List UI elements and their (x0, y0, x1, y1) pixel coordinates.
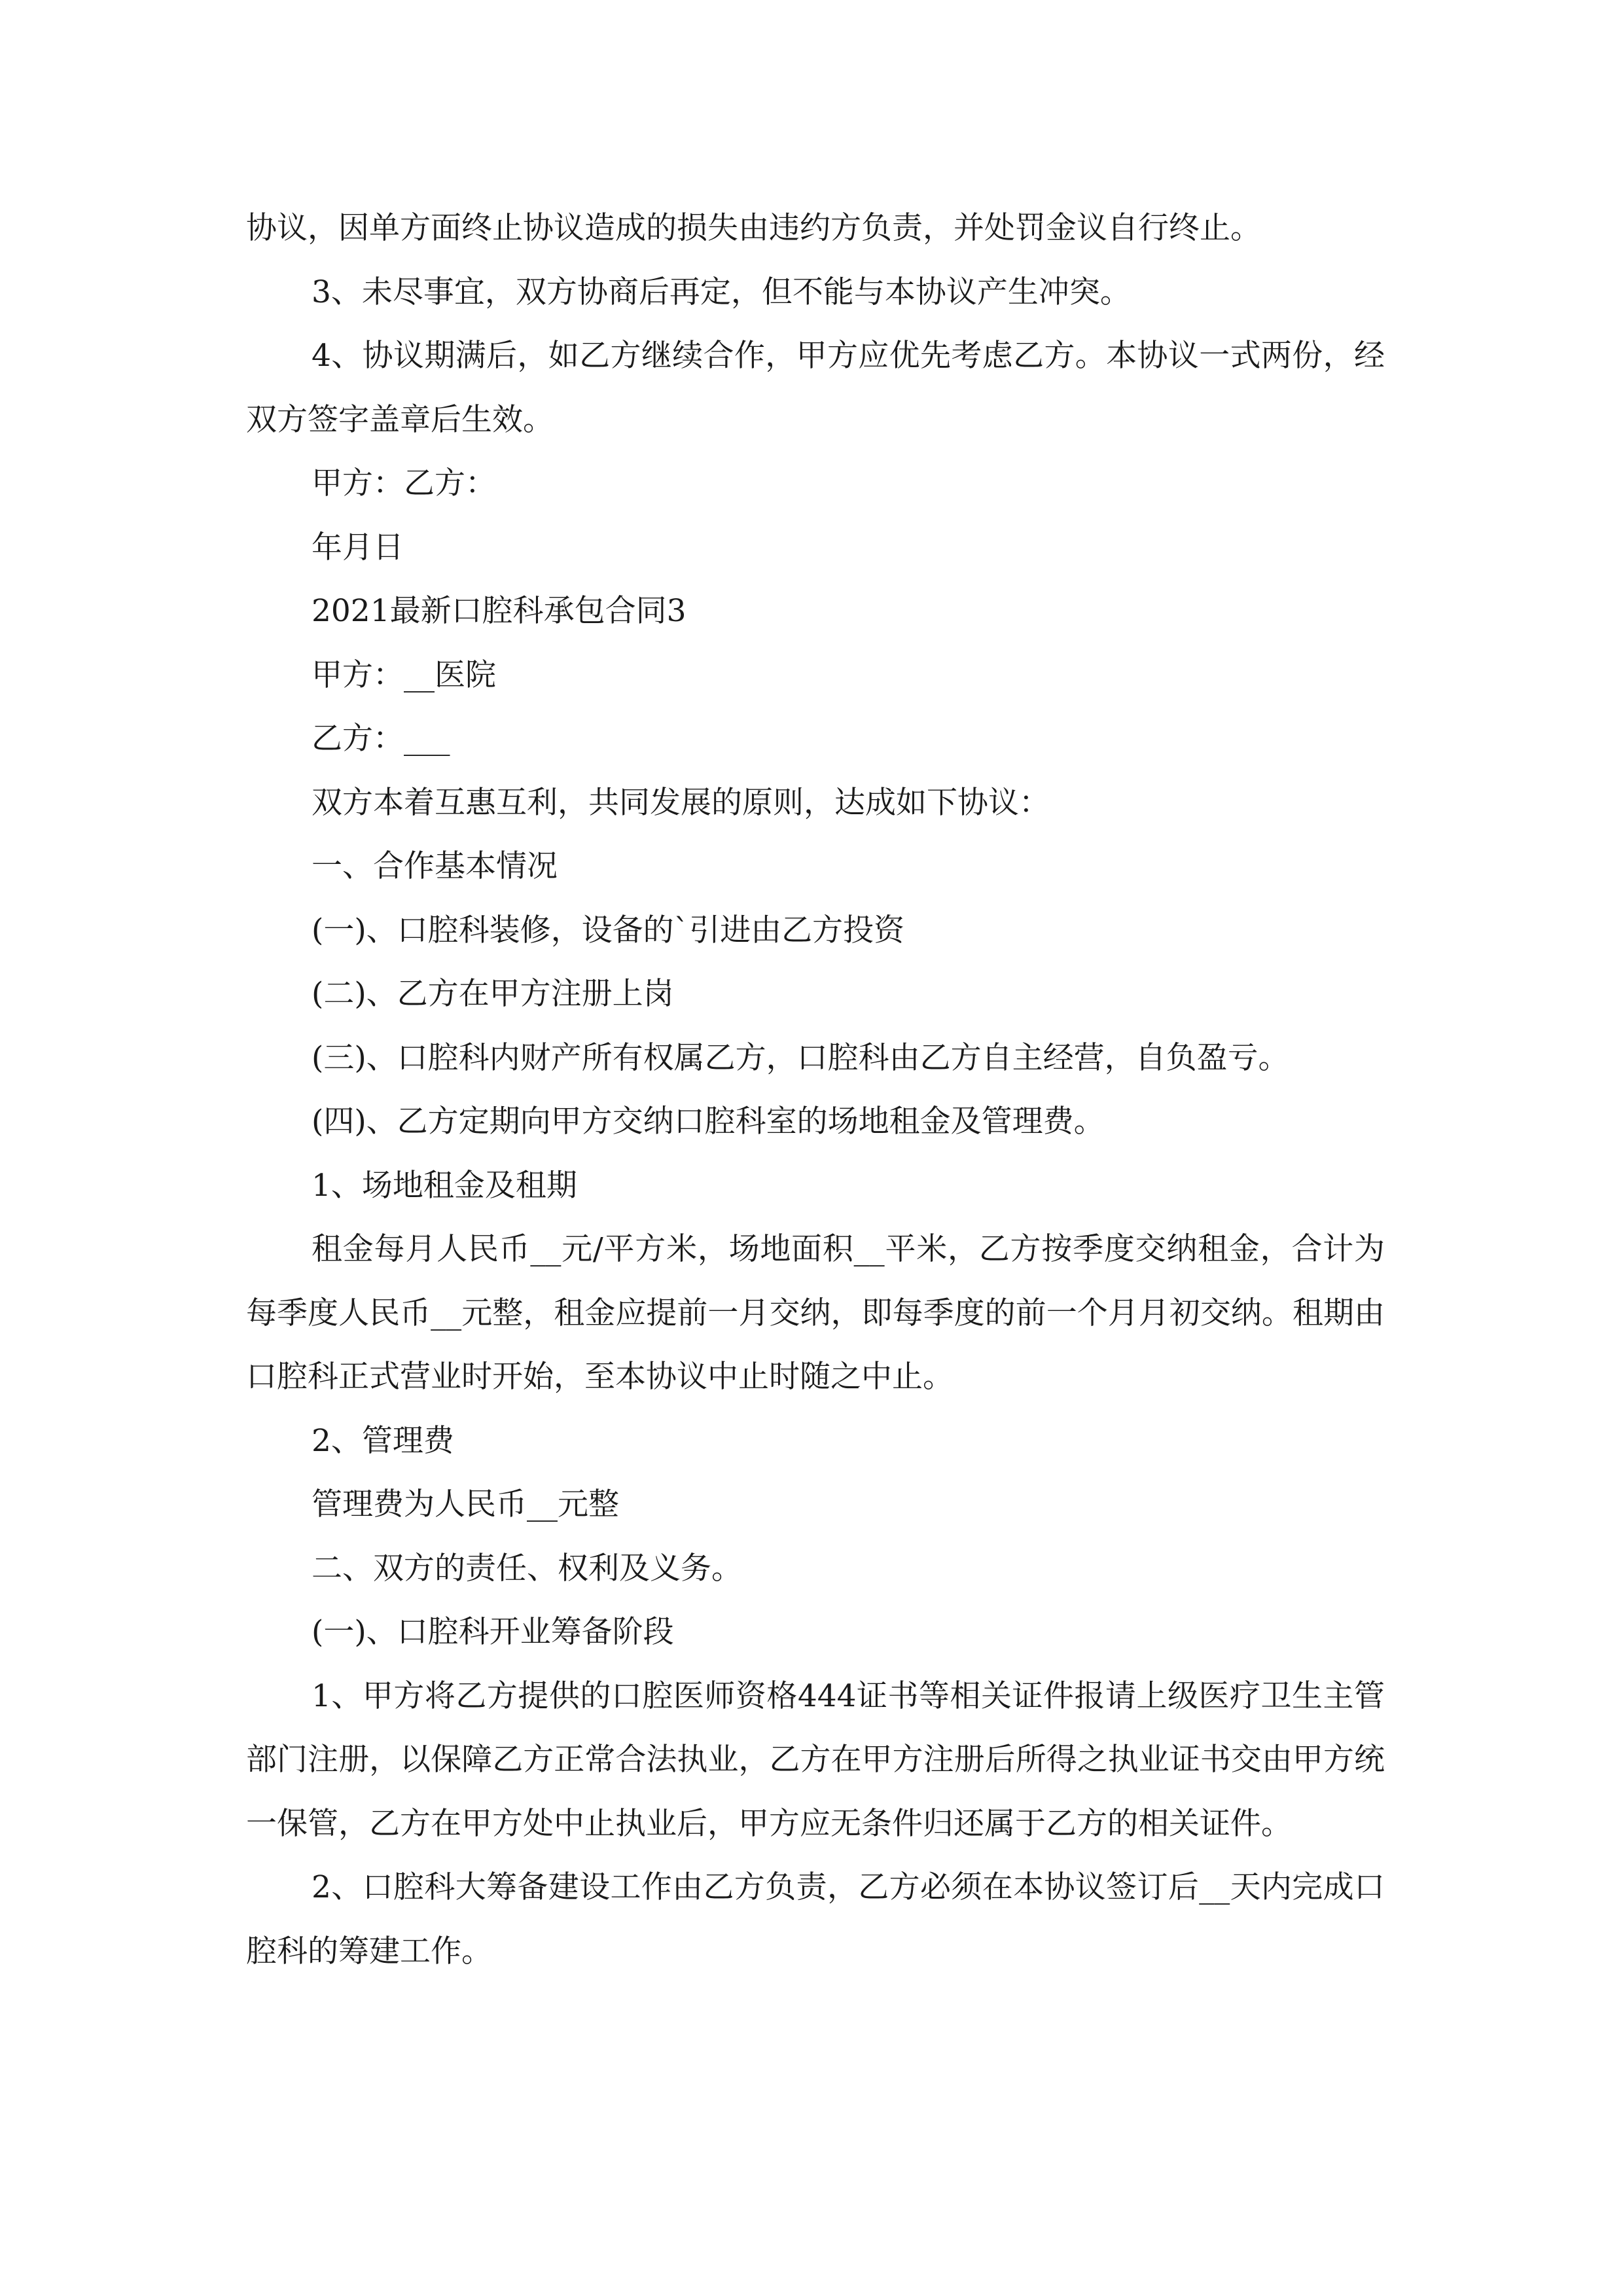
section-heading: 二、双方的责任、权利及义务。 (312, 1550, 742, 1587)
paragraph: (一)、口腔科装修，设备的`引进由乙方投资 (312, 912, 905, 948)
paragraph: 3、未尽事宜，双方协商后再定，但不能与本协议产生冲突。 (312, 274, 1131, 310)
party-b: 乙方：___ (312, 721, 450, 757)
paragraph: (一)、口腔科开业筹备阶段 (312, 1614, 674, 1650)
paragraph: (二)、乙方在甲方注册上岗 (312, 976, 674, 1012)
paragraph: 2、口腔科大筹备建设工作由乙方负责，乙方必须在本协议签订后__天内完成口腔科的筹建工作。 (246, 1869, 1385, 1969)
section-heading: 一、合作基本情况 (312, 848, 558, 884)
paragraph: (四)、乙方定期向甲方交纳口腔科室的场地租金及管理费。 (312, 1103, 1105, 1139)
party-a: 甲方：__医院 (312, 656, 496, 693)
paragraph: 租金每月人民币__元/平方米，场地面积__平米，乙方按季度交纳租金，合计为每季度人民币__元整，租金应提前一月交纳，即每季度的前一个月月初交纳。租期由口腔科正式营业时开始，至本协议中止时随之中止。 (246, 1231, 1385, 1395)
contract-title: 2021最新口腔科承包合同3 (312, 593, 687, 629)
paragraph: 双方本着互惠互利，共同发展的原则，达成如下协议： (312, 784, 1050, 821)
paragraph: 甲方：乙方： (312, 465, 496, 501)
paragraph: 1、甲方将乙方提供的口腔医师资格444证书等相关证件报请上级医疗卫生主管部门注册，以保障乙方正常合法执业，乙方在甲方注册后所得之执业证书交由甲方统一保管，乙方在甲方处中止执业后，甲方应无条件归还属于乙方的相关证件。 (246, 1677, 1385, 1842)
document-body (246, 196, 1385, 1983)
paragraph: 协议，因单方面终止协议造成的损失由违约方负责，并处罚金议自行终止。 (246, 210, 1261, 246)
paragraph: (三)、口腔科内财产所有权属乙方，口腔科由乙方自主经营，自负盈亏。 (312, 1039, 1289, 1076)
paragraph: 年月日 (312, 529, 404, 565)
paragraph: 管理费为人民币__元整 (312, 1486, 619, 1522)
subsection-heading: 2、管理费 (312, 1422, 454, 1459)
paragraph: 4、协议期满后，如乙方继续合作，甲方应优先考虑乙方。本协议一式两份，经双方签字盖章后生效。 (246, 338, 1385, 438)
subsection-heading: 1、场地租金及租期 (312, 1167, 577, 1204)
